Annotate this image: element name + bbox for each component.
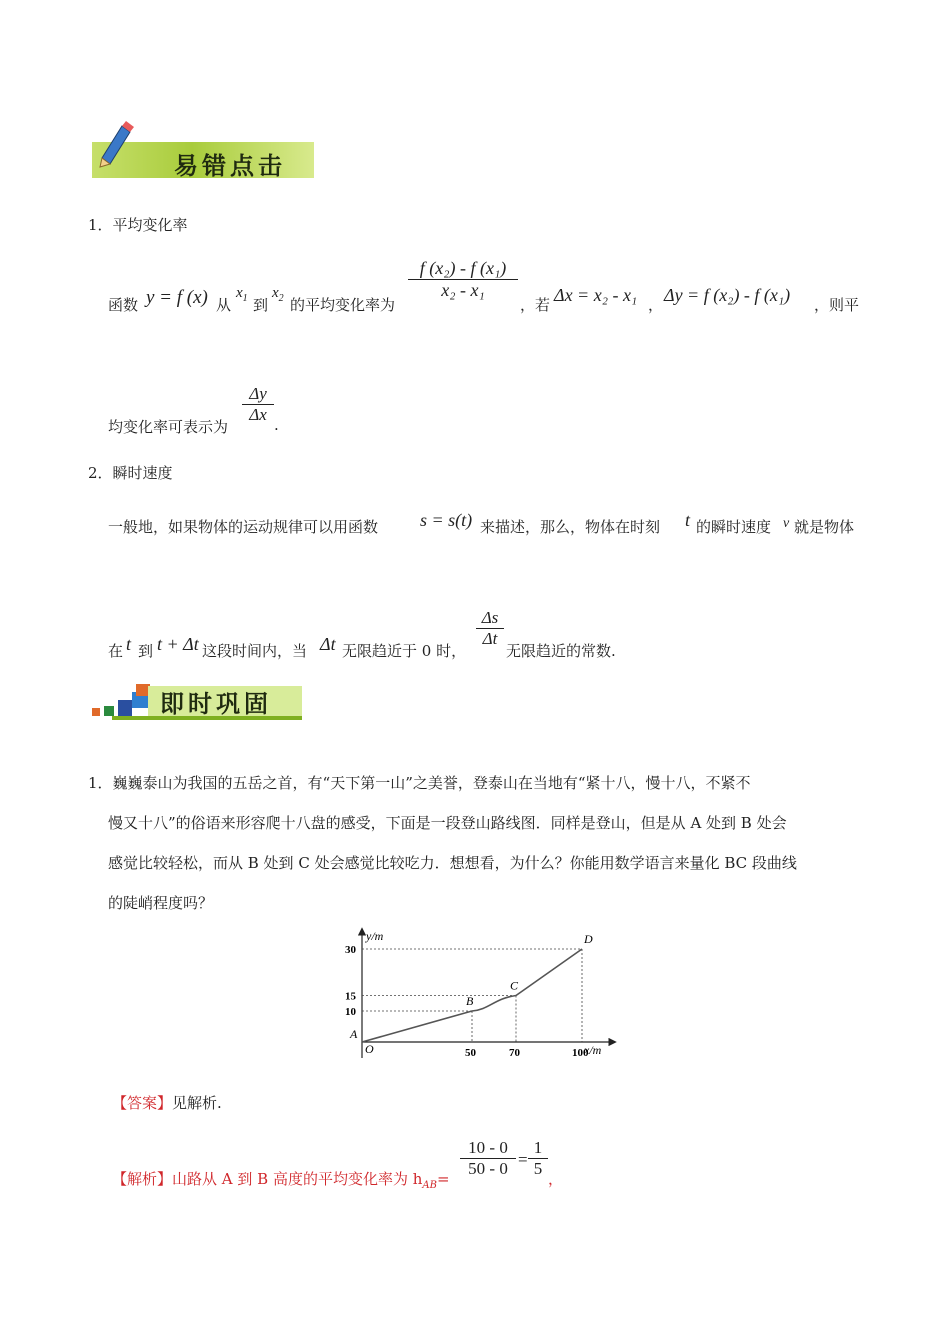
heading-average-rate: 1．平均变化率 [88,216,188,234]
answer-line [112,1092,222,1113]
s1-dx-eq: Δx = x₂ - x₁ [554,285,638,305]
analysis-result-fraction [528,1138,548,1179]
s1-comma: ， [648,296,664,314]
s1-x1: $x_1$ [236,285,248,304]
analysis-tag: 【解析】 [112,1170,173,1188]
analysis-sub: AB [422,1180,437,1191]
s1-x2: $x_2$ [272,285,284,304]
analysis-eq: = [436,1170,450,1188]
s1-dy-eq: Δy = f (x₂) - f (x₁) [664,285,791,305]
s1-average-rate-fraction [408,258,518,301]
fraction-denominator: 50 - 0 [468,1159,508,1178]
s1-text-from: 从 [216,296,232,314]
y-tick-label: 15 [345,990,356,1003]
s2-p1a: 一般地，如果物体的运动规律可以用函数 [108,518,379,536]
s1-text-to: 到 [253,296,269,314]
s2-t: t [685,510,691,530]
y-tick-label: 30 [345,944,356,956]
fraction-numerator: f (x₂) - f (x₁) [419,258,507,278]
x-tick-label: 70 [509,1047,520,1059]
banner-title: 易错点击 [174,152,286,180]
s1-text-if: ，若 [520,296,551,314]
analysis-text: 山路从 A 到 B 高度的平均变化率为 h [172,1170,423,1188]
s1-period: . [274,416,279,434]
fraction-numerator: 1 [533,1138,543,1157]
heading-instant-velocity: 2．瞬时速度 [88,464,173,482]
s2-p2a: 在 [108,642,124,660]
x-axis-label: x/m [584,1043,602,1057]
x-tick-label: 100 [572,1047,589,1059]
s2-v: v [783,516,790,531]
origin-label: O [365,1042,374,1056]
point-label-b: B [466,994,474,1008]
mountain-path-chart [330,926,620,1066]
point-label-d: D [584,932,593,946]
s2-p1b: 来描述，那么，物体在时刻 [480,518,661,536]
answer-tag: 【答案】 [112,1094,173,1112]
analysis-tail: ， [548,1170,564,1188]
point-label-a: A [350,1027,358,1041]
s1-text-then: ，则平 [814,296,860,314]
s1-y-eq: y = f (x) [146,287,208,308]
analysis-line [112,1168,450,1191]
s2-p1d: 就是物体 [794,518,855,536]
s2-p1c: 的瞬时速度 [696,518,772,536]
y-axis-label: y/m [366,929,384,943]
q1-line1: 1．巍巍泰山为我国的五岳之首，有“天下第一山”之美誉，登泰山在当地有“紧十八，慢十八，不紧不 [88,774,751,792]
x-tick-label: 50 [465,1047,476,1059]
answer-text: 见解析. [172,1094,222,1112]
s1-line2: 均变化率可表示为 [108,418,229,436]
s2-dt: Δt [320,634,336,654]
section-banner-practice [92,682,302,724]
fraction-denominator: x₂ - x₁ [441,280,485,300]
s1-dy-dx-fraction [242,384,274,425]
fraction-denominator: 5 [533,1159,543,1178]
s1-text-function: 函数 [108,296,139,314]
s2-ds-dt-fraction [476,608,504,649]
banner-title: 即时巩固 [160,690,272,718]
q1-line4: 的陡峭程度吗？ [108,894,214,912]
pencil-icon [96,120,136,168]
s2-p2-t: t [126,634,132,654]
analysis-eq2: = [518,1150,528,1169]
s2-t-plus-dt: t + Δt [157,634,199,654]
s2-s-eq: s = s(t) [420,510,473,530]
point-label-c: C [510,978,519,993]
q1-line3: 感觉比较轻松，而从 B 处到 C 处会感觉比较吃力．想想看，为什么？你能用数学语言来量化 BC 段曲线 [108,854,797,872]
fraction-numerator: 10 - 0 [468,1138,508,1157]
s2-p2b: 这段时间内，当 [202,642,308,660]
fraction-denominator: Δx [249,405,267,424]
s2-p2c: 无限趋近于 0 时， [342,642,467,660]
fraction-denominator: Δt [482,629,498,648]
fraction-numerator: Δs [481,608,499,627]
q1-line2: 慢又十八”的俗语来形容爬十八盘的感受，下面是一段登山路线图．同样是登山，但是从 A 处到 B 处会 [108,814,787,832]
s1-text-rate: 的平均变化率为 [290,296,396,314]
s2-p2-to: 到 [138,642,154,660]
fraction-numerator: Δy [249,384,267,403]
s2-p2d: 无限趋近的常数. [506,642,616,660]
analysis-fraction [460,1138,516,1179]
y-tick-label: 10 [345,1006,356,1018]
